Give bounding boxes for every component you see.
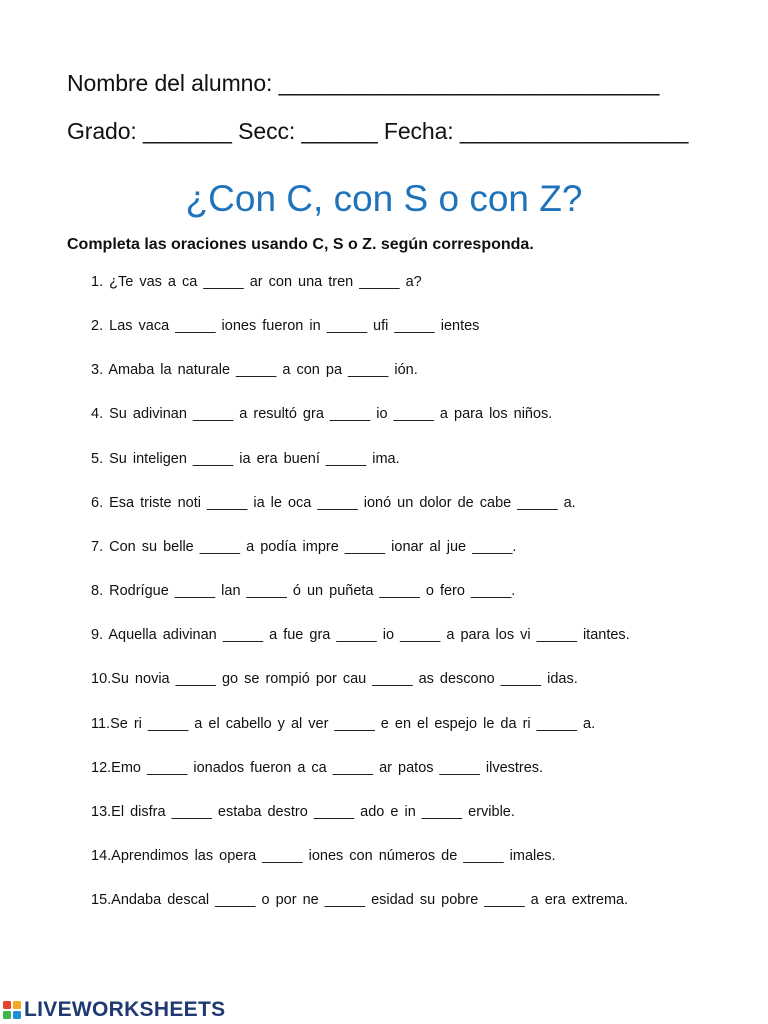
sentence-item	[91, 317, 479, 335]
sentence-item	[91, 891, 628, 909]
sentence-number: 7.	[91, 539, 104, 555]
sentence-text: Su inteligen _____ ia era buení _____ ima.	[109, 451, 400, 467]
sentence-text: Rodrígue _____ lan _____ ó un puñeta _____ o fero _____.	[109, 583, 516, 599]
sentence-number: 4.	[91, 406, 104, 422]
sentence-item	[91, 405, 552, 423]
sentence-item	[91, 494, 576, 512]
grade-section-date-line	[67, 117, 688, 145]
sentence-text: Emo _____ ionados fueron a ca _____ ar patos _____ ilvestres.	[111, 760, 544, 776]
sentence-item	[91, 670, 578, 688]
sentence-item	[91, 538, 516, 556]
sentence-item	[91, 626, 630, 644]
sentence-number: 9.	[91, 627, 104, 643]
sentence-text: Aquella adivinan _____ a fue gra _____ io _____ a para los vi _____ itantes.	[108, 627, 630, 643]
liveworksheets-logo-icon	[2, 1000, 22, 1020]
liveworksheets-logo[interactable]	[2, 997, 225, 1023]
sentence-text: Amaba la naturale _____ a con pa _____ ión.	[108, 362, 418, 378]
grade-section-date-label: Grado: _______ Secc: ______ Fecha: __________________	[67, 118, 689, 144]
sentence-number: 8.	[91, 583, 104, 599]
sentence-text: El disfra _____ estaba destro _____ ado e in _____ ervible.	[111, 804, 515, 820]
sentence-item	[91, 715, 595, 733]
sentence-item	[91, 847, 556, 865]
worksheet-instructions: Completa las oraciones usando C, S o Z. según corresponda.	[67, 236, 534, 253]
sentence-number: 13.	[91, 804, 112, 820]
sentence-number: 2.	[91, 318, 104, 334]
liveworksheets-logo-text: LIVEWORKSHEETS	[24, 998, 226, 1021]
sentence-number: 15.	[91, 892, 112, 908]
sentence-text: Esa triste noti _____ ia le oca _____ ionó un dolor de cabe _____ a.	[109, 495, 576, 511]
sentence-text: Su novia _____ go se rompió por cau _____ as descono _____ idas.	[111, 671, 578, 687]
sentence-item	[91, 450, 400, 468]
student-name-label: Nombre del alumno: ______________________________	[67, 70, 660, 96]
sentence-number: 3.	[91, 362, 104, 378]
sentence-text: Su adivinan _____ a resultó gra _____ io _____ a para los niños.	[109, 406, 553, 422]
sentence-text: Con su belle _____ a podía impre _____ ionar al jue _____.	[109, 539, 517, 555]
sentence-number: 12.	[91, 760, 112, 776]
sentence-text: Andaba descal _____ o por ne _____ esidad su pobre _____ a era extrema.	[111, 892, 629, 908]
sentence-item	[91, 803, 515, 821]
sentence-item	[91, 273, 422, 291]
student-name-line	[67, 69, 659, 97]
worksheet-title: ¿Con C, con S o con Z?	[185, 178, 583, 219]
sentence-text: Se ri _____ a el cabello y al ver _____ e en el espejo le da ri _____ a.	[110, 716, 596, 732]
sentence-text: Aprendimos las opera _____ iones con números de _____ imales.	[111, 848, 556, 864]
sentence-number: 11.	[91, 716, 111, 732]
sentence-number: 10.	[91, 671, 112, 687]
sentence-item	[91, 759, 543, 777]
sentence-text: ¿Te vas a ca _____ ar con una tren _____ a?	[109, 274, 422, 290]
sentence-number: 1.	[91, 274, 104, 290]
sentence-item	[91, 361, 418, 379]
sentence-number: 5.	[91, 451, 104, 467]
sentence-item	[91, 582, 515, 600]
sentence-text: Las vaca _____ iones fueron in _____ ufi _____ ientes	[109, 318, 480, 334]
sentence-number: 6.	[91, 495, 104, 511]
sentence-number: 14.	[91, 848, 112, 864]
